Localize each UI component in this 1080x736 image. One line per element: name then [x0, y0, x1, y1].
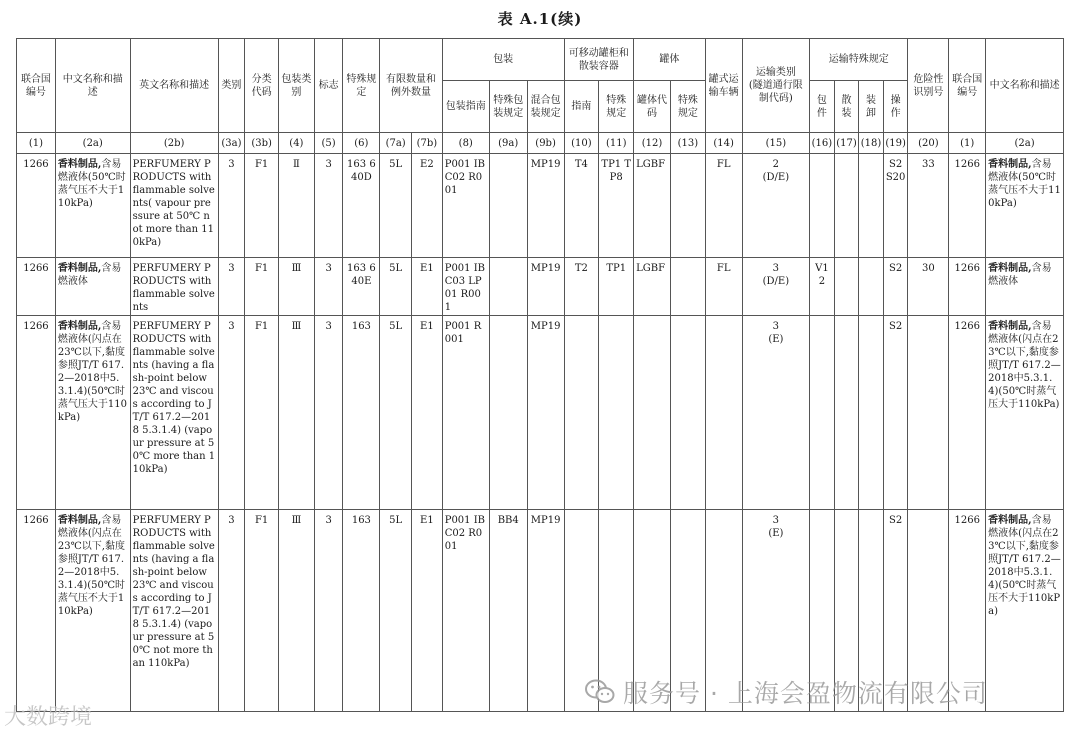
cell-un: 1266: [17, 510, 56, 712]
header-op: 操作: [883, 81, 908, 133]
wechat-icon: [585, 679, 615, 711]
col-num: (16): [810, 133, 835, 154]
cell-transport-cat: [742, 316, 810, 510]
cell-pack-special: [489, 258, 527, 316]
header-bulk: 散装: [834, 81, 859, 133]
transport-cat-value: 3: [772, 263, 780, 274]
header-lq-eq: 有限数量和例外数量: [380, 39, 442, 133]
cell-label: 3: [314, 258, 343, 316]
cell-cn-name: [55, 316, 130, 510]
dangerous-goods-table: [16, 38, 1064, 712]
cell-bulk: [834, 316, 859, 510]
cell-pack-mixed: MP19: [527, 510, 564, 712]
col-num: (17): [834, 133, 859, 154]
header-pg: 包装类别: [278, 39, 314, 133]
cell-label: 3: [314, 154, 343, 258]
header-class: 类别: [218, 39, 245, 133]
cell-tank-instr: T2: [564, 258, 599, 316]
col-num: (7b): [412, 133, 443, 154]
cell-pack-mixed: MP19: [527, 316, 564, 510]
col-num: (3a): [218, 133, 245, 154]
column-number-row: [17, 133, 1064, 154]
cell-un: 1266: [17, 316, 56, 510]
cell-un: 1266: [17, 154, 56, 258]
col-num: (5): [314, 133, 343, 154]
cell-tank-sp: [670, 154, 705, 258]
cn-name-bold: 香料制品,: [57, 321, 102, 332]
cell-pack-special: [489, 316, 527, 510]
cell-code: F1: [245, 154, 279, 258]
cell-cn-name: [55, 510, 130, 712]
cell-hazard: [908, 316, 949, 510]
col-num: (2b): [130, 133, 218, 154]
cell-cn-name-2: [986, 258, 1064, 316]
header-en-name: 英文名称和描述: [130, 39, 218, 133]
header-un-no-2: 联合国编号: [949, 39, 986, 133]
cell-eq: E1: [412, 510, 443, 712]
col-num: (20): [908, 133, 949, 154]
table-row: [17, 154, 1064, 258]
cell-op: S2 S20: [883, 154, 908, 258]
cell-load: [859, 154, 884, 258]
cell-op: S2: [883, 258, 908, 316]
header-pack-special: 特殊包装规定: [489, 81, 527, 133]
col-num: (18): [859, 133, 884, 154]
cell-pack-mixed: MP19: [527, 154, 564, 258]
cell-sp: 163: [343, 316, 380, 510]
cell-eq: E2: [412, 154, 443, 258]
cell-load: [859, 258, 884, 316]
header-pack-instr: 包装指南: [442, 81, 489, 133]
header-pkg: 包件: [810, 81, 835, 133]
header-un-no: 联合国编号: [17, 39, 56, 133]
cell-op: S2: [883, 316, 908, 510]
cell-class: 3: [218, 510, 245, 712]
cell-cn-name-2: [986, 316, 1064, 510]
cell-un-2: 1266: [949, 316, 986, 510]
cell-pg: Ⅱ: [278, 154, 314, 258]
cell-class: 3: [218, 258, 245, 316]
cell-pg: Ⅲ: [278, 258, 314, 316]
cn-name-bold: 香料制品,: [988, 515, 1032, 526]
cell-transport-cat: [742, 258, 810, 316]
col-num: (8): [442, 133, 489, 154]
cell-eq: E1: [412, 316, 443, 510]
cell-load: [859, 316, 884, 510]
header-hazard: 危险性识别号: [908, 39, 949, 133]
header-tank-special: 特殊规定: [599, 81, 634, 133]
header-tanks: 罐体: [634, 39, 706, 81]
col-num: (6): [343, 133, 380, 154]
cell-bulk: [834, 258, 859, 316]
cell-pack-instr: P001 IBC02 R001: [442, 510, 489, 712]
cell-hazard: 33: [908, 154, 949, 258]
cn-name-rest: 含易燃液体(闪点在23℃以下,黏度参照JT/T 617.2—2018中5.3.1.4)(50℃时蒸气压不大于110kPa): [988, 515, 1061, 617]
col-num: (14): [705, 133, 742, 154]
tunnel-code: (E): [768, 334, 784, 345]
header-load: 装卸: [859, 81, 884, 133]
cell-pack-special: BB4: [489, 510, 527, 712]
cell-tank-instr: T4: [564, 154, 599, 258]
cell-sp: 163 640D: [343, 154, 380, 258]
tunnel-code: (D/E): [762, 276, 790, 287]
cell-vehicle: FL: [705, 258, 742, 316]
transport-cat-value: 2: [772, 159, 780, 170]
cell-en-name: PERFUMERY PRODUCTS with flammable solvents( vapour pressure at 50℃ not more than 110kPa): [130, 154, 218, 258]
cn-name-bold: 香料制品,: [57, 263, 102, 274]
cell-tank-code: LGBF: [634, 258, 671, 316]
transport-cat-value: 3: [772, 515, 780, 526]
col-num: (9b): [527, 133, 564, 154]
cell-en-name: PERFUMERY PRODUCTS with flammable solvents: [130, 258, 218, 316]
cell-tank-special: [599, 316, 634, 510]
cell-sp: 163 640E: [343, 258, 380, 316]
tunnel-code: (E): [768, 528, 784, 539]
cell-sp: 163: [343, 510, 380, 712]
cn-name-rest: 含易燃液体(闪点在23℃以下,黏度参照JT/T 617.2—2018中5.3.1.4)(50℃时蒸气压大于110kPa): [57, 321, 127, 423]
cn-name-bold: 香料制品,: [988, 321, 1032, 332]
cell-cn-name-2: [986, 510, 1064, 712]
cell-eq: E1: [412, 258, 443, 316]
corner-watermark: 大数跨境: [4, 705, 93, 730]
header-cn-name-2: 中文名称和描述: [986, 39, 1064, 133]
cell-pkg: [810, 154, 835, 258]
cell-tank-special: TP1 TP8: [599, 154, 634, 258]
tunnel-label: (隧道通行限制代码): [748, 80, 803, 104]
service-watermark: [585, 674, 988, 711]
cell-cn-name-2: [986, 154, 1064, 258]
col-num: (3b): [245, 133, 279, 154]
cell-lq: 5L: [380, 510, 412, 712]
cell-code: F1: [245, 316, 279, 510]
cell-pg: Ⅲ: [278, 316, 314, 510]
transport-cat-value: 3: [772, 321, 780, 332]
header-sp: 特殊规定: [343, 39, 380, 133]
cell-hazard: 30: [908, 258, 949, 316]
cell-cn-name: [55, 154, 130, 258]
col-num: (2a): [55, 133, 130, 154]
cell-vehicle: [705, 316, 742, 510]
cell-label: 3: [314, 510, 343, 712]
cell-vehicle: FL: [705, 154, 742, 258]
col-num: (1): [17, 133, 56, 154]
cell-un-2: 1266: [949, 154, 986, 258]
transport-cat-label: 运输类别: [755, 67, 796, 78]
header-vehicle: 罐式运输车辆: [705, 39, 742, 133]
cell-tank-sp: [670, 316, 705, 510]
col-num: (11): [599, 133, 634, 154]
cn-name-rest: 含易燃液体(闪点在23℃以下,黏度参照JT/T 617.2—2018中5.3.1.4)(50℃时蒸气压不大于110kPa): [57, 515, 126, 617]
cell-pg: Ⅲ: [278, 510, 314, 712]
table-row: [17, 258, 1064, 316]
cn-name-bold: 香料制品,: [57, 159, 102, 170]
cell-code: F1: [245, 510, 279, 712]
header-pack-mixed: 混合包装规定: [527, 81, 564, 133]
cell-lq: 5L: [380, 258, 412, 316]
cell-pack-special: [489, 154, 527, 258]
cn-name-rest: 含易燃液体: [57, 263, 122, 287]
col-num: (19): [883, 133, 908, 154]
cell-un-2: 1266: [949, 258, 986, 316]
header-packaging: 包装: [442, 39, 564, 81]
service-watermark-text: 服务号 · 上海会盈物流有限公司: [623, 679, 988, 708]
cell-en-name: PERFUMERY PRODUCTS with flammable solvents (having a flash-point below 23℃ and viscous according to JT/T 617.2—2018 5.3.1.4) (vapour pressure at 50℃ more than 110kPa): [130, 316, 218, 510]
header-code: 分类代码: [245, 39, 279, 133]
header-transport-cat: [742, 39, 810, 133]
header-tank-instr: 指南: [564, 81, 599, 133]
col-num: (12): [634, 133, 671, 154]
col-num: (10): [564, 133, 599, 154]
cn-name-bold: 香料制品,: [988, 159, 1032, 170]
header-cn-name: 中文名称和描述: [55, 39, 130, 133]
cell-tank-code: [634, 316, 671, 510]
cell-op: S2: [883, 510, 908, 712]
col-num: (1): [949, 133, 986, 154]
cell-tank-special: TP1: [599, 258, 634, 316]
cell-pack-mixed: MP19: [527, 258, 564, 316]
col-num: (15): [742, 133, 810, 154]
cell-code: F1: [245, 258, 279, 316]
cn-name-rest: 含易燃液体(50℃时蒸气压不大于110kPa): [988, 159, 1061, 209]
col-num: (4): [278, 133, 314, 154]
cell-un-2: 1266: [949, 510, 986, 712]
cell-class: 3: [218, 316, 245, 510]
cell-tank-sp: [670, 258, 705, 316]
header-tsp: 运输特殊规定: [810, 39, 908, 81]
cell-tank-code: LGBF: [634, 154, 671, 258]
cell-tank-instr: [564, 316, 599, 510]
header-tank-sp: 特殊规定: [670, 81, 705, 133]
cell-pack-instr: P001 IBC03 LP01 R001: [442, 258, 489, 316]
cell-cn-name: [55, 258, 130, 316]
table-row: [17, 316, 1064, 510]
cell-label: 3: [314, 316, 343, 510]
cell-lq: 5L: [380, 316, 412, 510]
cn-name-bold: 香料制品,: [988, 263, 1032, 274]
cell-lq: 5L: [380, 154, 412, 258]
table-title: 表 A.1(续): [497, 10, 583, 28]
cell-pack-instr: P001 R001: [442, 316, 489, 510]
col-num: (9a): [489, 133, 527, 154]
header-tank-code: 罐体代码: [634, 81, 671, 133]
cell-pkg: [810, 316, 835, 510]
tunnel-code: (D/E): [762, 172, 790, 183]
cn-name-bold: 香料制品,: [57, 515, 102, 526]
cn-name-rest: 含易燃液体: [988, 263, 1052, 287]
col-num: (2a): [986, 133, 1064, 154]
cell-transport-cat: [742, 154, 810, 258]
col-num: (7a): [380, 133, 412, 154]
cell-bulk: [834, 154, 859, 258]
header-tank-group: 可移动罐柜和散装容器: [564, 39, 634, 81]
cn-name-rest: 含易燃液体(50℃时蒸气压不大于110kPa): [57, 159, 126, 209]
cell-un: 1266: [17, 258, 56, 316]
col-num: (13): [670, 133, 705, 154]
cell-class: 3: [218, 154, 245, 258]
cell-pkg: V12: [810, 258, 835, 316]
cell-pack-instr: P001 IBC02 R001: [442, 154, 489, 258]
cn-name-rest: 含易燃液体(闪点在23℃以下,黏度参照JT/T 617.2—2018中5.3.1.4)(50℃时蒸气压大于110kPa): [988, 321, 1061, 410]
cell-en-name: PERFUMERY PRODUCTS with flammable solvents (having a flash-point below 23℃ and viscous according to JT/T 617.2—2018 5.3.1.4) (vapour pressure at 50℃ not more than 110kPa): [130, 510, 218, 712]
header-label: 标志: [314, 39, 343, 133]
